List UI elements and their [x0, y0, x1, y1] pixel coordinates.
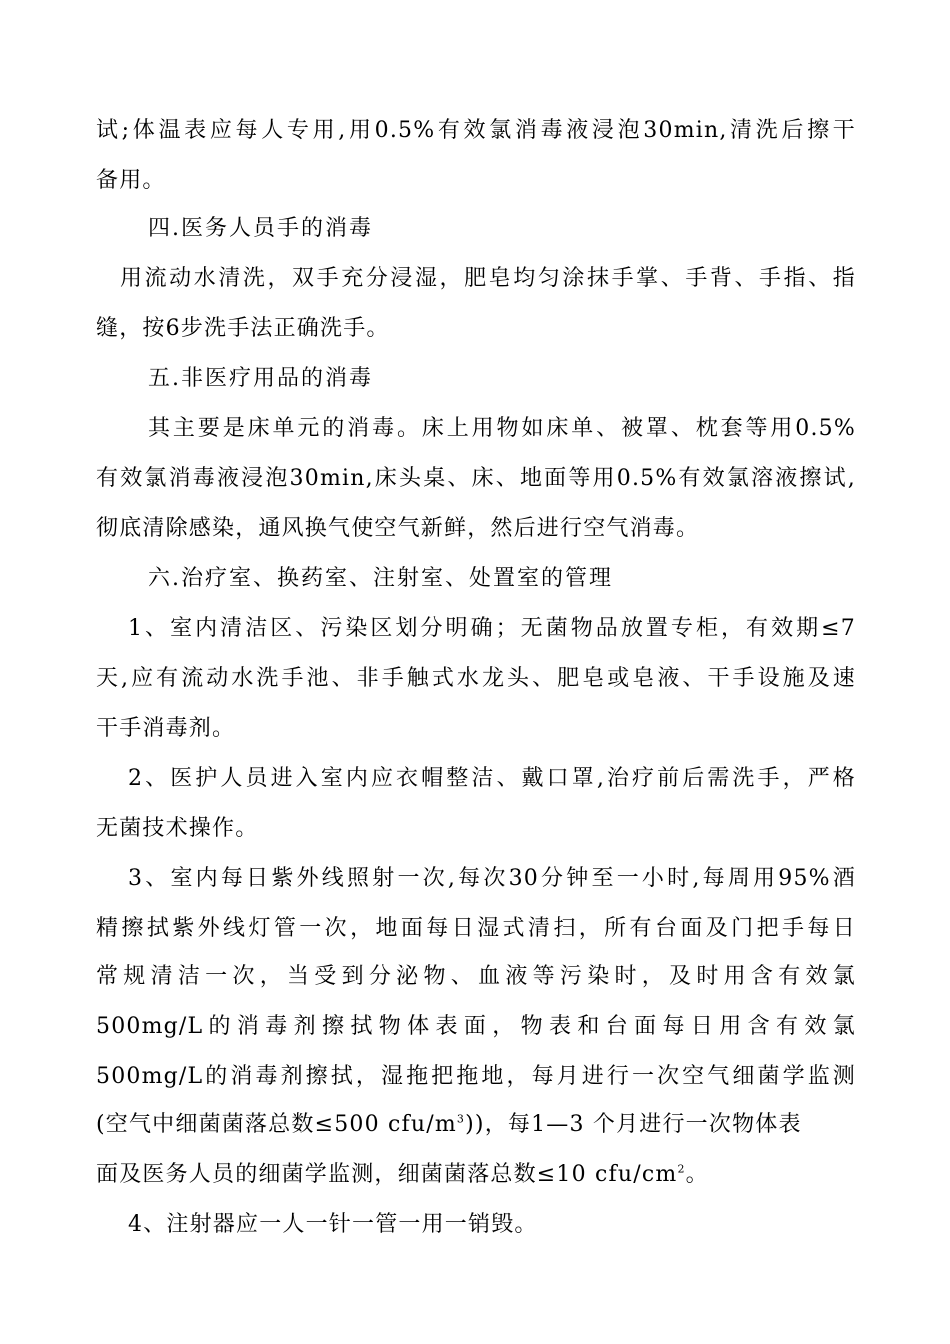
- text-line-22-part-b: 。: [685, 1162, 709, 1187]
- section-heading-4: 四.医务人员手的消毒: [148, 216, 373, 241]
- superscript-cubed: 3: [456, 1112, 466, 1126]
- text-line-21-part-a: (空气中细菌菌落总数≤500 cfu/m: [96, 1112, 457, 1137]
- section-heading-6: 六.治疗室、换药室、注射室、处置室的管理: [148, 566, 613, 591]
- text-line-4: 用流动水清洗，双手充分浸湿，肥皂均匀涂抹手掌、手背、手指、指: [120, 266, 856, 291]
- text-line-17: 精擦拭紫外线灯管一次，地面每日湿式清扫，所有台面及门把手每日: [96, 916, 856, 941]
- section-heading-5: 五.非医疗用品的消毒: [148, 366, 373, 391]
- text-line-22: [96, 1160, 856, 1190]
- text-line-14: 2、医护人员进入室内应衣帽整洁、戴口罩,治疗前后需洗手，严格: [128, 766, 856, 791]
- superscript-squared: 2: [677, 1162, 686, 1176]
- text-line-21-part-b: ))，每1—3 个月进行一次物体表: [465, 1112, 802, 1137]
- text-line-2: 备用。: [96, 168, 166, 193]
- text-line-23: 4、注射器应一人一针一管一用一销毁。: [128, 1212, 538, 1237]
- text-line-13: 干手消毒剂。: [96, 716, 236, 741]
- text-line-11: 1、室内清洁区、污染区划分明确；无菌物品放置专柜，有效期≤7: [128, 616, 856, 641]
- text-line-20: 500mg/L的消毒剂擦拭，湿拖把拖地，每月进行一次空气细菌学监测: [96, 1064, 856, 1089]
- text-line-21: [96, 1110, 856, 1140]
- text-line-1: 试;体温表应每人专用,用0.5%有效氯消毒液浸泡30min,清洗后擦干: [96, 118, 856, 143]
- text-line-16: 3、室内每日紫外线照射一次,每次30分钟至一小时,每周用95%酒: [128, 866, 856, 891]
- text-line-8: 有效氯消毒液浸泡30min,床头桌、床、地面等用0.5%有效氯溶液擦试,: [96, 466, 856, 491]
- text-line-19: 500mg/L的消毒剂擦拭物体表面，物表和台面每日用含有效氯: [96, 1014, 856, 1039]
- text-line-22-part-a: 面及医务人员的细菌学监测，细菌菌落总数≤10 cfu/cm: [96, 1162, 678, 1187]
- text-line-9: 彻底清除感染，通风换气使空气新鲜，然后进行空气消毒。: [96, 516, 700, 541]
- text-line-18: 常规清洁一次，当受到分泌物、血液等污染时，及时用含有效氯: [96, 964, 856, 989]
- text-line-7: 其主要是床单元的消毒。床上用物如床单、被罩、枕套等用0.5%: [148, 416, 856, 441]
- text-line-15: 无菌技术操作。: [96, 816, 259, 841]
- text-line-12: 天,应有流动水洗手池、非手触式水龙头、肥皂或皂液、干手设施及速: [96, 666, 856, 691]
- text-line-5: 缝，按6步洗手法正确洗手。: [96, 316, 390, 341]
